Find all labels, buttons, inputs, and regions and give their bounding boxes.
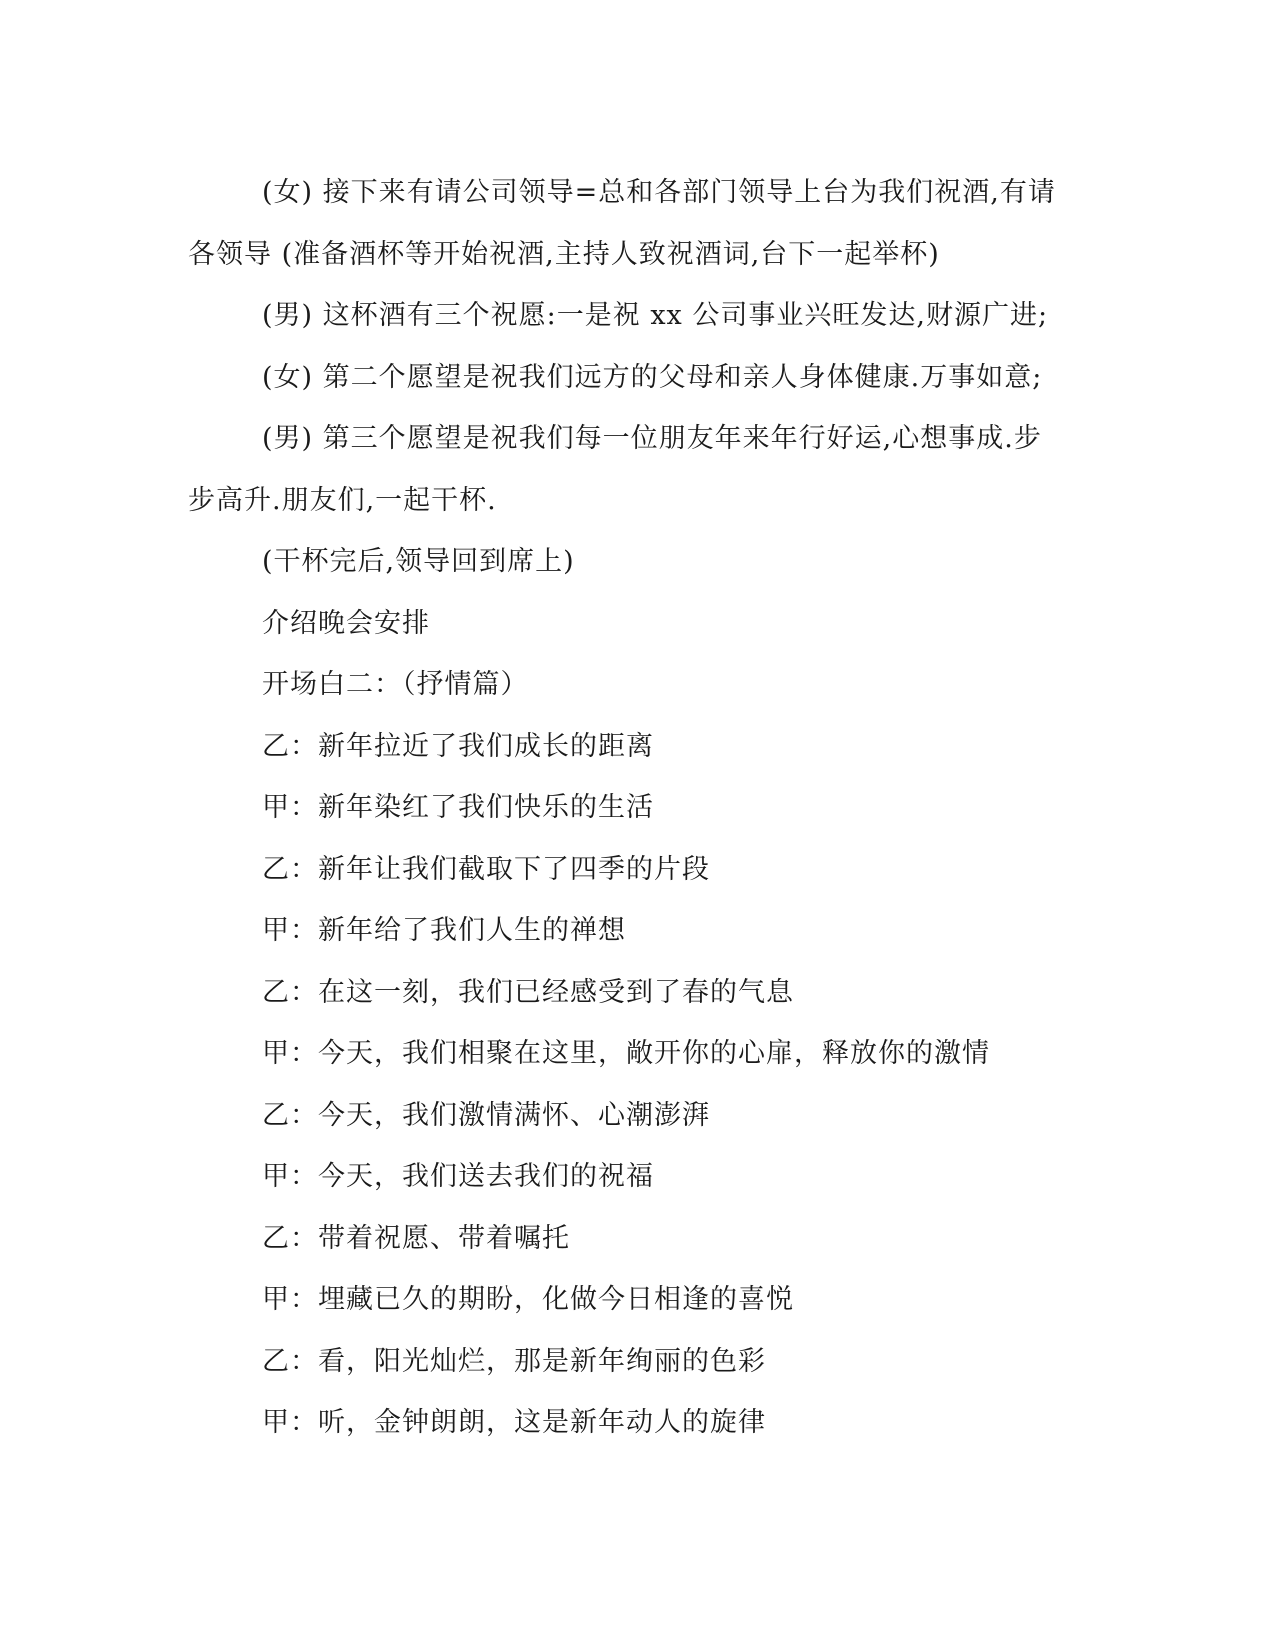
paragraph-toast-invite: (女) 接下来有请公司领导=总和各部门领导上台为我们祝酒,有请各领导 (准备酒杯等开始祝酒,主持人致祝酒词,台下一起举杯) bbox=[188, 177, 1056, 270]
dialogue-line: 甲：今天，我们相聚在这里，敞开你的心扉，释放你的激情 bbox=[262, 1038, 990, 1069]
dialogue-line: 甲：听，金钟朗朗，这是新年动人的旋律 bbox=[262, 1407, 766, 1438]
dialogue-line: 乙：带着祝愿、带着嘱托 bbox=[262, 1222, 570, 1254]
section-heading: 开场白二：（抒情篇） bbox=[262, 669, 529, 700]
document-body bbox=[188, 162, 1068, 1454]
paragraph-first-wish: (男) 这杯酒有三个祝愿:一是祝 xx 公司事业兴旺发达,财源广进; bbox=[262, 300, 1049, 331]
paragraph-second-wish: (女) 第二个愿望是祝我们远方的父母和亲人身体健康.万事如意; bbox=[262, 361, 1043, 393]
dialogue-line: 甲：新年染红了我们快乐的生活 bbox=[262, 792, 654, 823]
dialogue-line: 乙：在这一刻，我们已经感受到了春的气息 bbox=[262, 976, 794, 1008]
dialogue-line: 乙：新年拉近了我们成长的距离 bbox=[262, 730, 654, 762]
dialogue-line: 乙：今天，我们激情满怀、心潮澎湃 bbox=[262, 1099, 710, 1131]
paragraph-program-intro: 介绍晚会安排 bbox=[262, 607, 430, 639]
dialogue-line: 甲：新年给了我们人生的禅想 bbox=[262, 915, 626, 946]
paragraph-after-toast: (干杯完后,领导回到席上) bbox=[262, 546, 575, 577]
dialogue-line: 甲：今天，我们送去我们的祝福 bbox=[262, 1161, 654, 1192]
dialogue-line: 甲：埋藏已久的期盼，化做今日相逢的喜悦 bbox=[262, 1284, 794, 1315]
paragraph-third-wish: (男) 第三个愿望是祝我们每一位朋友年来年行好运,心想事成.步步高升.朋友们,一起干杯. bbox=[188, 423, 1042, 516]
dialogue-line: 乙：看，阳光灿烂，那是新年绚丽的色彩 bbox=[262, 1345, 766, 1377]
dialogue-line: 乙：新年让我们截取下了四季的片段 bbox=[262, 853, 710, 885]
